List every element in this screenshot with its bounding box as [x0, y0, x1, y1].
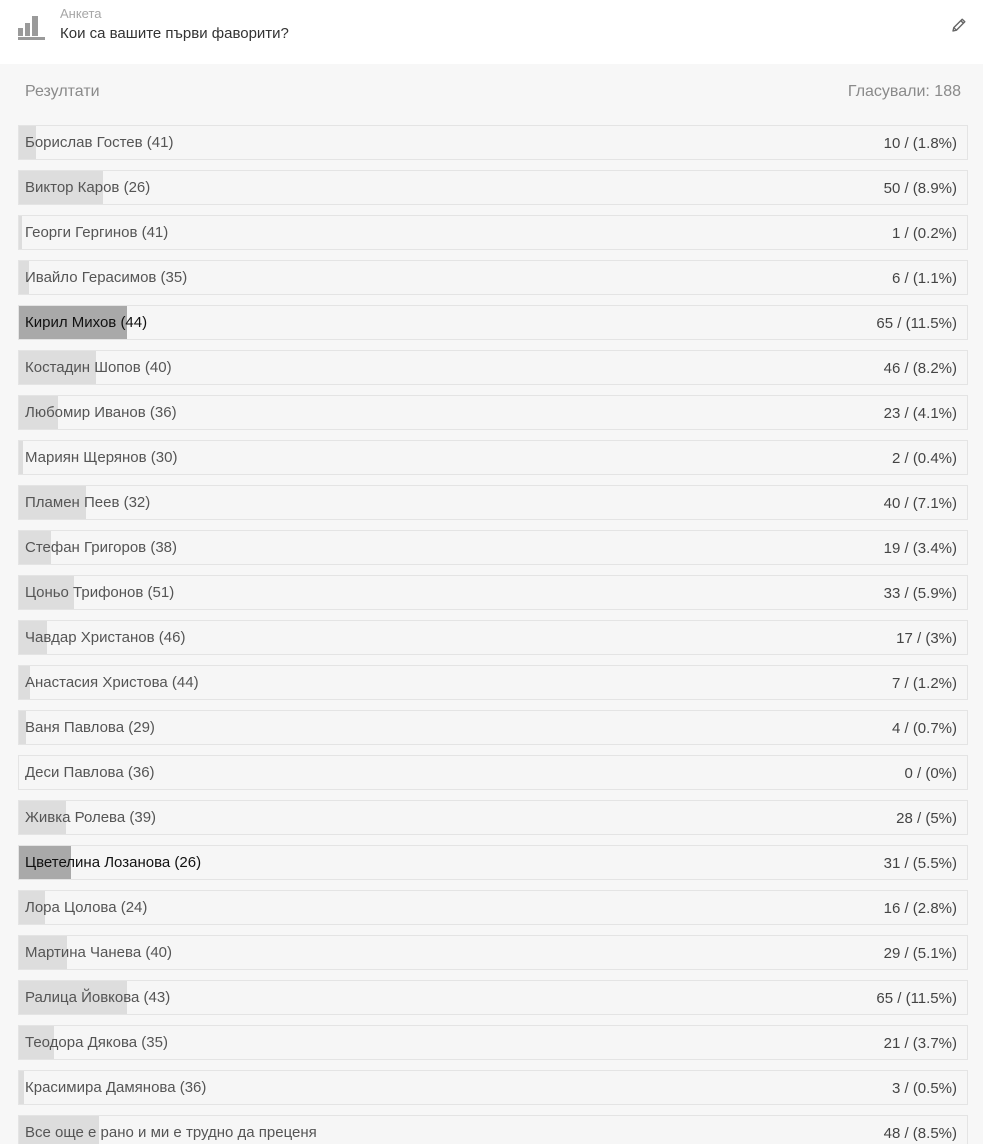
poll-option-label: Цоньо Трифонов (51)	[25, 584, 175, 601]
poll-option-count: 28 / (5%)	[896, 810, 957, 827]
results-label: Резултати	[25, 83, 100, 100]
poll-option-label: Все още е рано и ми е трудно да преценя	[25, 1124, 317, 1141]
poll-option-count: 10 / (1.8%)	[883, 135, 957, 152]
poll-option-count: 0 / (0%)	[904, 765, 957, 782]
poll-option-row	[18, 935, 968, 970]
poll-question: Кои са вашите първи фаворити?	[60, 25, 289, 42]
poll-option-row	[18, 350, 968, 385]
poll-option-label: Красимира Дамянова (36)	[25, 1079, 207, 1096]
poll-header	[0, 0, 983, 64]
votes-total: Гласували: 188	[847, 83, 961, 100]
poll-option-label: Ивайло Герасимов (35)	[25, 269, 188, 286]
poll-option-count: 40 / (7.1%)	[883, 495, 957, 512]
poll-option-count: 17 / (3%)	[896, 630, 957, 647]
poll-kicker: Анкета	[60, 6, 102, 21]
poll-option-count: 21 / (3.7%)	[883, 1035, 957, 1052]
poll-results-panel	[0, 64, 983, 1144]
poll-option-row	[18, 1025, 968, 1060]
poll-option-row	[18, 710, 968, 745]
poll-option-count: 65 / (11.5%)	[876, 315, 957, 332]
poll-option-label: Ралица Йовкова (43)	[25, 989, 171, 1006]
poll-option-row	[18, 890, 968, 925]
poll-option-count: 33 / (5.9%)	[883, 585, 957, 602]
poll-option-row	[18, 845, 968, 880]
poll-option-row	[18, 980, 968, 1015]
poll-option-row	[18, 1115, 968, 1144]
poll-option-bar	[19, 216, 22, 249]
poll-option-count: 19 / (3.4%)	[883, 540, 957, 557]
poll-option-count: 29 / (5.1%)	[883, 945, 957, 962]
poll-option-row	[18, 665, 968, 700]
poll-option-count: 31 / (5.5%)	[883, 855, 957, 872]
poll-option-count: 46 / (8.2%)	[883, 360, 957, 377]
poll-option-row	[18, 395, 968, 430]
poll-option-row	[18, 620, 968, 655]
poll-option-row	[18, 260, 968, 295]
poll-option-row	[18, 215, 968, 250]
poll-option-label: Борислав Гостев (41)	[25, 134, 174, 151]
poll-option-bar	[19, 1071, 24, 1104]
poll-option-row	[18, 575, 968, 610]
poll-option-row	[18, 485, 968, 520]
poll-option-row	[18, 1070, 968, 1105]
poll-option-count: 7 / (1.2%)	[891, 675, 957, 692]
poll-option-count: 65 / (11.5%)	[876, 990, 957, 1007]
poll-option-count: 23 / (4.1%)	[883, 405, 957, 422]
poll-option-label: Чавдар Христанов (46)	[25, 629, 186, 646]
poll-option-count: 48 / (8.5%)	[883, 1125, 957, 1142]
poll-option-count: 2 / (0.4%)	[891, 450, 957, 467]
poll-option-label: Ваня Павлова (29)	[25, 719, 155, 736]
poll-option-row	[18, 440, 968, 475]
poll-option-label: Костадин Шопов (40)	[25, 359, 172, 376]
pencil-icon[interactable]	[950, 16, 968, 34]
poll-option-row	[18, 125, 968, 160]
poll-option-row	[18, 305, 968, 340]
poll-option-label: Виктор Каров (26)	[25, 179, 151, 196]
poll-option-label: Пламен Пеев (32)	[25, 494, 151, 511]
poll-option-label: Живка Ролева (39)	[25, 809, 157, 826]
poll-option-label: Деси Павлова (36)	[25, 764, 155, 781]
poll-options-list	[18, 125, 968, 1144]
poll-option-label: Мариян Щерянов (30)	[25, 449, 178, 466]
poll-option-label: Кирил Михов (44)	[25, 314, 148, 331]
poll-option-label: Стефан Григоров (38)	[25, 539, 177, 556]
poll-option-label: Любомир Иванов (36)	[25, 404, 177, 421]
poll-option-count: 6 / (1.1%)	[891, 270, 957, 287]
poll-option-count: 3 / (0.5%)	[891, 1080, 957, 1097]
poll-option-count: 50 / (8.9%)	[883, 180, 957, 197]
poll-option-label: Теодора Дякова (35)	[25, 1034, 168, 1051]
poll-option-count: 1 / (0.2%)	[891, 225, 957, 242]
poll-option-count: 16 / (2.8%)	[883, 900, 957, 917]
poll-option-row	[18, 800, 968, 835]
poll-option-label: Цветелина Лозанова (26)	[25, 854, 202, 871]
poll-bar-chart-icon	[18, 14, 45, 40]
poll-option-row	[18, 755, 968, 790]
poll-option-bar	[19, 441, 23, 474]
poll-option-label: Анастасия Христова (44)	[25, 674, 199, 691]
poll-option-row	[18, 530, 968, 565]
poll-option-count: 4 / (0.7%)	[891, 720, 957, 737]
poll-option-label: Георги Гергинов (41)	[25, 224, 169, 241]
poll-option-label: Мартина Чанева (40)	[25, 944, 173, 961]
poll-option-row	[18, 170, 968, 205]
poll-option-label: Лора Цолова (24)	[25, 899, 148, 916]
